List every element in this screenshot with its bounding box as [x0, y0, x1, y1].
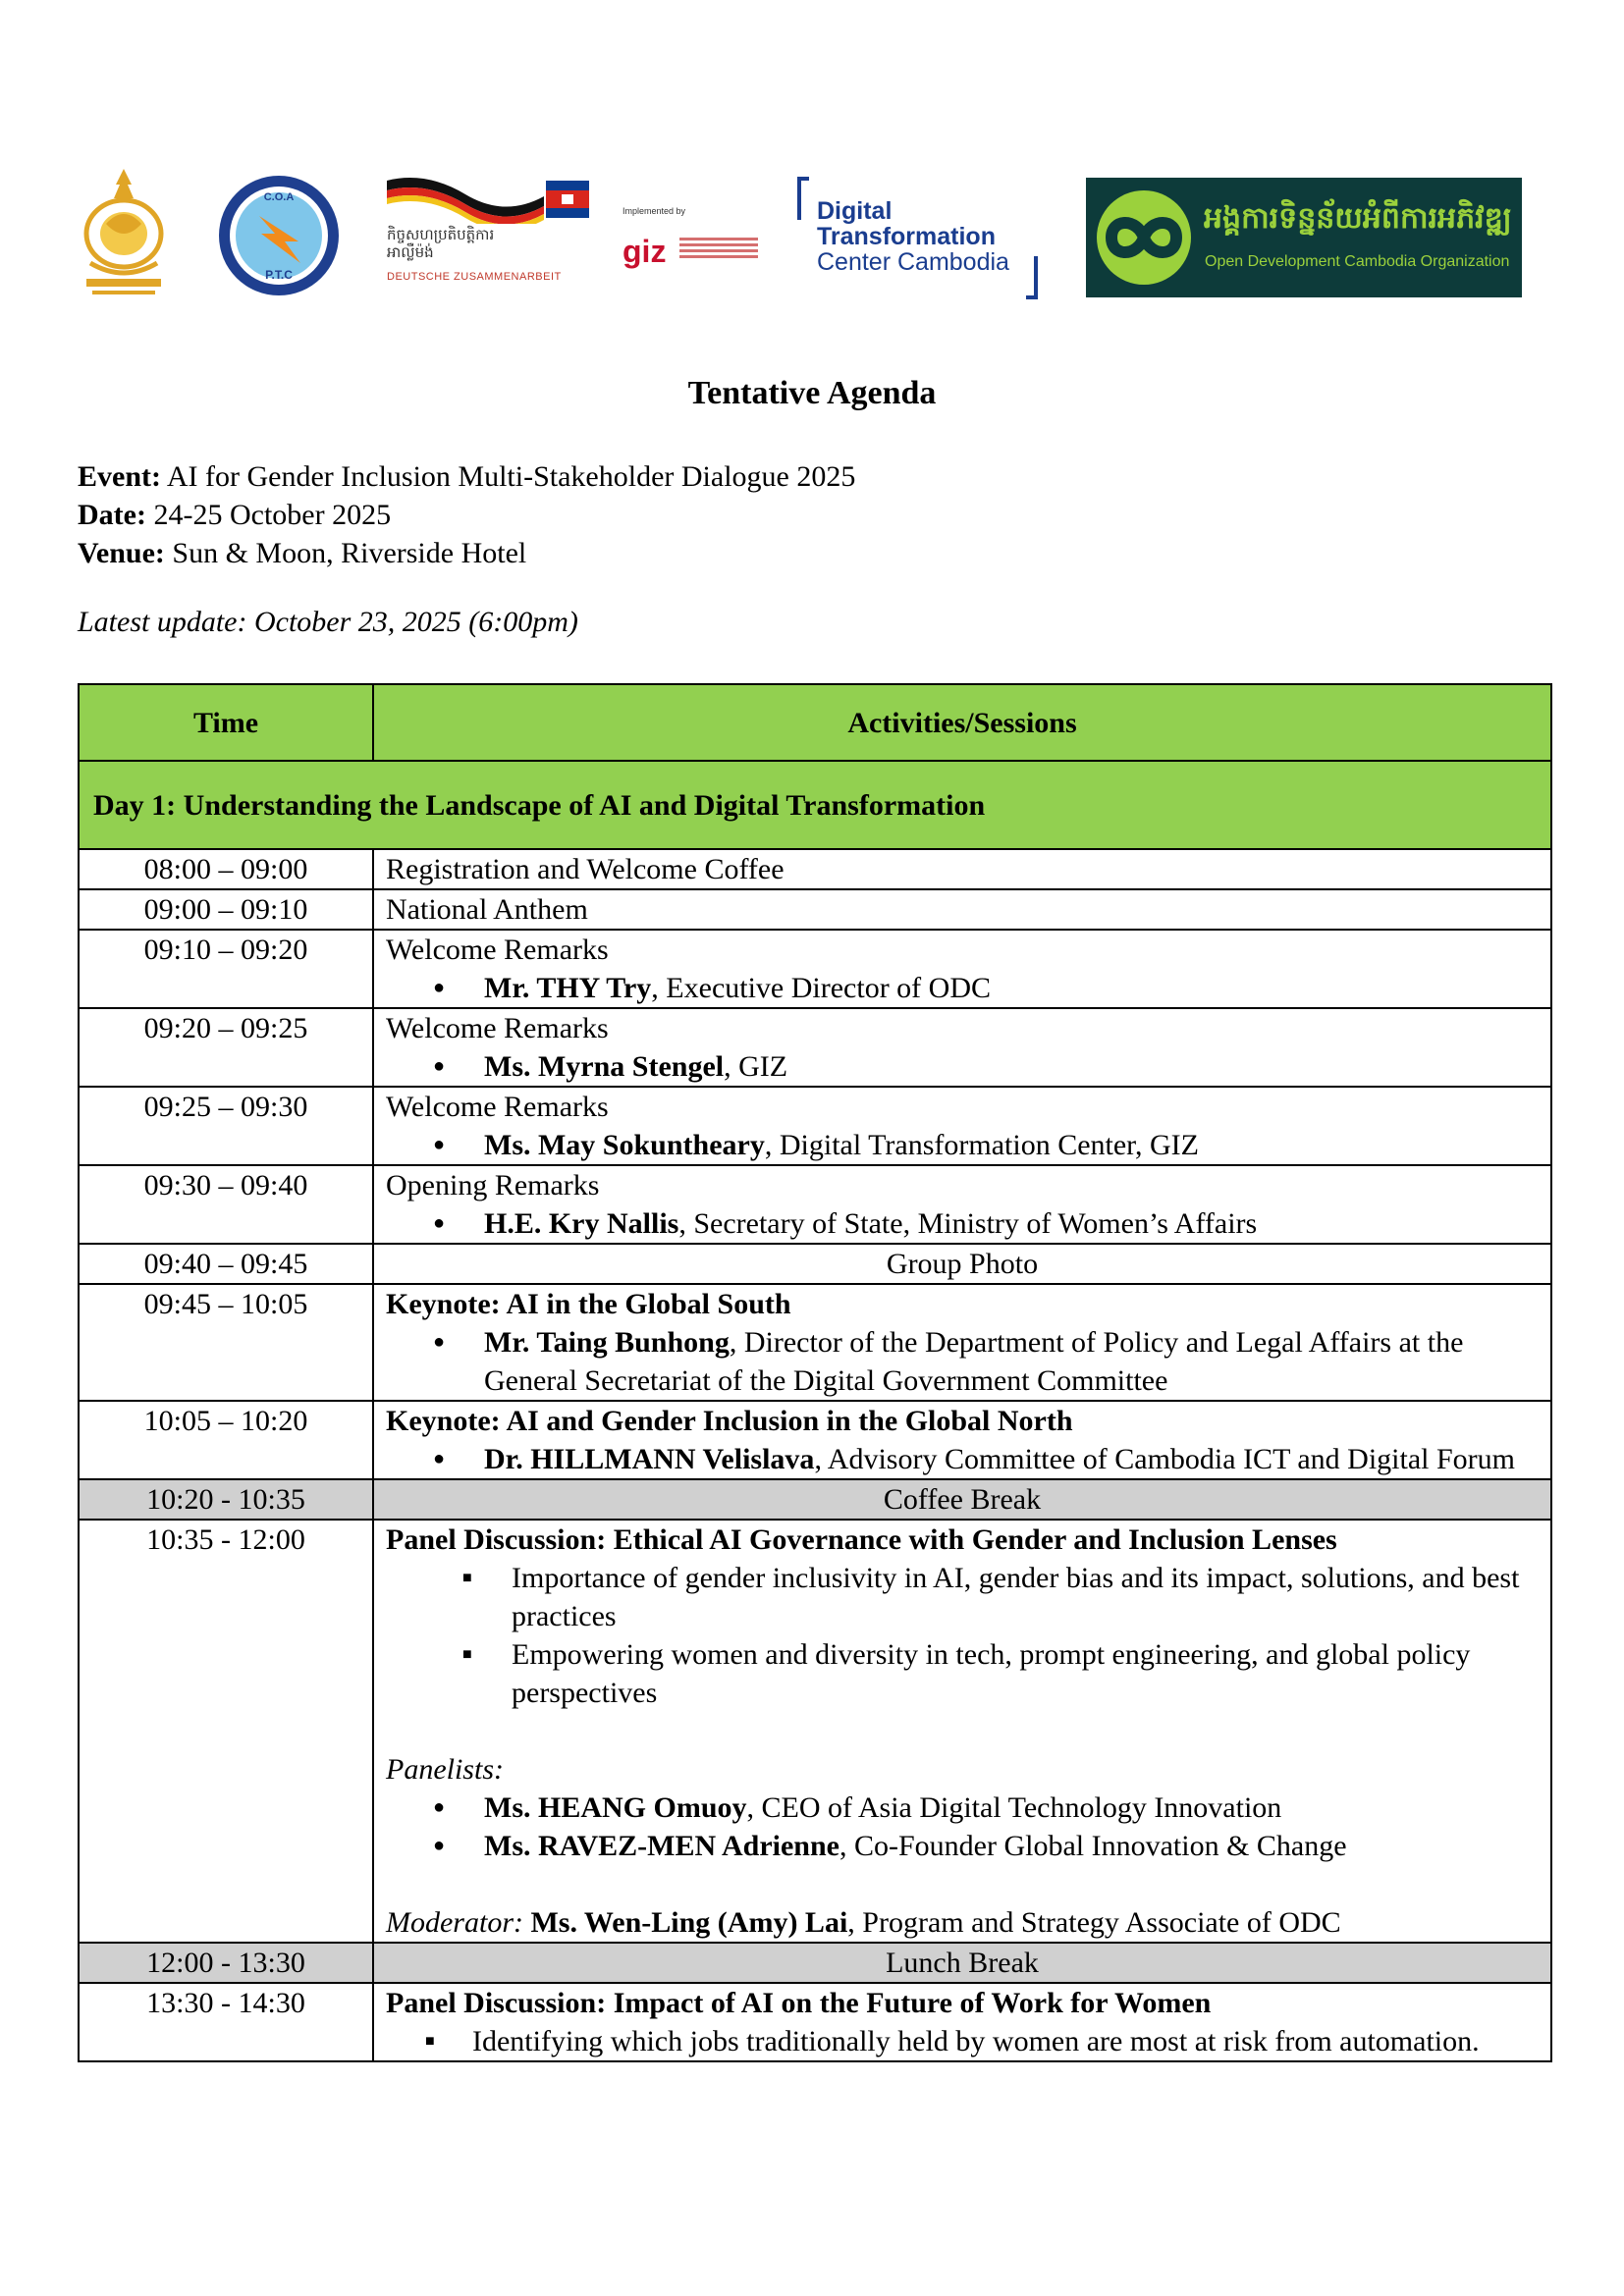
latest-update: Latest update: October 23, 2025 (6:00pm)	[78, 606, 578, 638]
row-time: 09:30 – 09:40	[79, 1165, 373, 1244]
dtc-bracket-top-left	[797, 177, 809, 220]
row-activity-cell	[373, 1401, 1551, 1479]
row-activity: Keynote: AI in the Global South	[386, 1288, 791, 1320]
panelist-item	[386, 1827, 1539, 1865]
dtc-line-2: Transformation	[817, 223, 996, 250]
dtc-bracket-bottom-right	[1026, 256, 1038, 299]
speaker-list	[386, 1204, 1539, 1243]
event-meta	[78, 457, 855, 572]
dtc-line-1: Digital	[817, 197, 893, 225]
speaker-list	[386, 1126, 1539, 1164]
event-line	[78, 457, 855, 496]
day-1-row	[79, 761, 1551, 849]
date-label: Date:	[78, 499, 146, 531]
event-value: AI for Gender Inclusion Multi-Stakeholder Dialogue 2025	[161, 460, 856, 493]
date-line	[78, 496, 855, 534]
row-time: 09:10 – 09:20	[79, 930, 373, 1008]
column-header-activities: Activities/Sessions	[373, 684, 1551, 761]
table-row	[79, 1401, 1551, 1479]
table-row	[79, 889, 1551, 930]
row-time: 12:00 - 13:30	[79, 1943, 373, 1983]
row-activity: Opening Remarks	[386, 1169, 600, 1201]
speaker-role: , Director of the Department of Policy and Legal Affairs at the General Secretariat of the Digital Government Committee	[484, 1326, 1464, 1397]
speaker-name: Mr. Taing Bunhong	[484, 1326, 730, 1359]
topic-item: ■ Empowering women and diversity in tech, prompt engineering, and global policy perspectives	[386, 1635, 1539, 1712]
table-row	[79, 1520, 1551, 1943]
speaker-role: , GIZ	[724, 1050, 788, 1083]
dtc-line-3: Center Cambodia	[817, 248, 1009, 276]
table-row-break	[79, 1479, 1551, 1520]
odc-khmer-name: អង្គការទិន្នន័យអំពីការអភិវឌ្ឍ	[1204, 201, 1512, 236]
svg-text:C.O.A: C.O.A	[263, 191, 295, 203]
row-activity: Registration and Welcome Coffee	[373, 849, 1551, 889]
venue-value: Sun & Moon, Riverside Hotel	[164, 537, 527, 569]
odc-logo	[1086, 178, 1522, 297]
speaker-list	[386, 1440, 1539, 1478]
table-row	[79, 1284, 1551, 1401]
speaker-name: Ms. Myrna Stengel	[484, 1050, 725, 1083]
speaker-name: Dr. HILLMANN Velislava	[484, 1443, 815, 1475]
moderator-line	[386, 1903, 1539, 1942]
row-activity-cell	[373, 1087, 1551, 1165]
page-title: Tentative Agenda	[687, 375, 937, 411]
speaker-item	[386, 1323, 1539, 1400]
row-activity: Keynote: AI and Gender Inclusion in the Global North	[386, 1405, 1073, 1437]
table-row-break	[79, 1943, 1551, 1983]
panelist-item	[386, 1789, 1539, 1827]
speaker-name: Mr. THY Try	[484, 972, 652, 1004]
moderator-name: Ms. Wen-Ling (Amy) Lai	[522, 1906, 848, 1939]
odc-english-name: Open Development Cambodia Organization	[1205, 253, 1510, 270]
svg-text:P.T.C: P.T.C	[265, 268, 293, 282]
table-row	[79, 1008, 1551, 1087]
row-time: 09:20 – 09:25	[79, 1008, 373, 1087]
speaker-item	[386, 1204, 1539, 1243]
ministry-seal-logo	[77, 165, 171, 300]
table-row	[79, 930, 1551, 1008]
table-row	[79, 1244, 1551, 1284]
venue-line	[78, 534, 855, 572]
row-time: 10:05 – 10:20	[79, 1401, 373, 1479]
german-de-text: DEUTSCHE ZUSAMMENARBEIT	[387, 271, 562, 283]
agenda-table	[78, 683, 1552, 2062]
panelist-name: Ms. RAVEZ-MEN Adrienne	[484, 1830, 839, 1862]
speaker-list	[386, 1047, 1539, 1086]
speaker-item	[386, 1440, 1539, 1478]
row-time: 09:00 – 09:10	[79, 889, 373, 930]
row-time: 08:00 – 09:00	[79, 849, 373, 889]
row-activity: Lunch Break	[373, 1943, 1551, 1983]
column-header-time: Time	[79, 684, 373, 761]
row-activity: Group Photo	[373, 1244, 1551, 1284]
row-time: 13:30 - 14:30	[79, 1983, 373, 2061]
panelists-label: Panelists:	[386, 1753, 504, 1786]
speaker-name: H.E. Kry Nallis	[484, 1207, 679, 1240]
topic-list	[386, 1559, 1539, 1712]
german-kh-text: កិច្ចសហប្រតិបត្តិការ អាល្លឺម៉ង់	[387, 226, 495, 261]
speaker-role: , Advisory Committee of Cambodia ICT and Digital Forum	[814, 1443, 1515, 1475]
row-activity: Panel Discussion: Impact of AI on the Future of Work for Women	[386, 1987, 1212, 2019]
venue-label: Venue:	[78, 537, 165, 569]
row-activity: Welcome Remarks	[386, 1012, 609, 1044]
day-1-heading: Day 1: Understanding the Landscape of AI and Digital Transformation	[79, 761, 1551, 849]
row-time: 09:25 – 09:30	[79, 1087, 373, 1165]
event-label: Event:	[78, 460, 161, 493]
logo-strip	[0, 0, 1624, 314]
row-activity-cell	[373, 1983, 1551, 2061]
speaker-item	[386, 969, 1539, 1007]
row-activity: Panel Discussion: Ethical AI Governance with Gender and Inclusion Lenses	[386, 1523, 1337, 1556]
speaker-role: , Secretary of State, Ministry of Women’s Affairs	[678, 1207, 1258, 1240]
date-value: 24-25 October 2025	[145, 499, 392, 531]
ptc-logo	[216, 173, 342, 298]
topic-item: ■ Identifying which jobs traditionally held by women are most at risk from automation.	[386, 2022, 1539, 2060]
german-cooperation-logo	[387, 175, 591, 288]
topic-item: ■ Importance of gender inclusivity in AI, gender bias and its impact, solutions, and best practices	[386, 1559, 1539, 1635]
moderator-label: Moderator:	[386, 1906, 523, 1939]
row-time: 09:45 – 10:05	[79, 1284, 373, 1401]
row-time: 09:40 – 09:45	[79, 1244, 373, 1284]
table-row	[79, 1983, 1551, 2061]
panelist-role: , CEO of Asia Digital Technology Innovation	[746, 1791, 1282, 1824]
speaker-name: Ms. May Sokuntheary	[484, 1129, 765, 1161]
panelist-list	[386, 1789, 1539, 1865]
giz-wordmark: giz	[623, 234, 667, 269]
speaker-list	[386, 969, 1539, 1007]
moderator-role: , Program and Strategy Associate of ODC	[847, 1906, 1341, 1939]
row-activity-cell	[373, 1284, 1551, 1401]
row-activity: Welcome Remarks	[386, 1091, 609, 1123]
giz-implemented-text: Implemented by	[623, 206, 686, 216]
speaker-item	[386, 1047, 1539, 1086]
row-activity: National Anthem	[373, 889, 1551, 930]
row-time: 10:35 - 12:00	[79, 1520, 373, 1943]
table-header-row	[79, 684, 1551, 761]
row-activity-cell	[373, 1520, 1551, 1943]
row-time: 10:20 - 10:35	[79, 1479, 373, 1520]
panelist-name: Ms. HEANG Omuoy	[484, 1791, 747, 1824]
table-row	[79, 849, 1551, 889]
speaker-list	[386, 1323, 1539, 1400]
row-activity-cell	[373, 1008, 1551, 1087]
giz-logo	[623, 206, 760, 280]
row-activity-cell	[373, 930, 1551, 1008]
row-activity: Welcome Remarks	[386, 934, 609, 966]
speaker-role: , Digital Transformation Center, GIZ	[764, 1129, 1199, 1161]
table-row	[79, 1165, 1551, 1244]
speaker-role: , Executive Director of ODC	[651, 972, 992, 1004]
row-activity: Coffee Break	[373, 1479, 1551, 1520]
dtc-logo	[797, 177, 1038, 299]
row-activity-cell	[373, 1165, 1551, 1244]
giz-fine-print	[679, 238, 758, 263]
speaker-item	[386, 1126, 1539, 1164]
panelist-role: , Co-Founder Global Innovation & Change	[839, 1830, 1347, 1862]
topic-list	[386, 2022, 1539, 2060]
table-row	[79, 1087, 1551, 1165]
